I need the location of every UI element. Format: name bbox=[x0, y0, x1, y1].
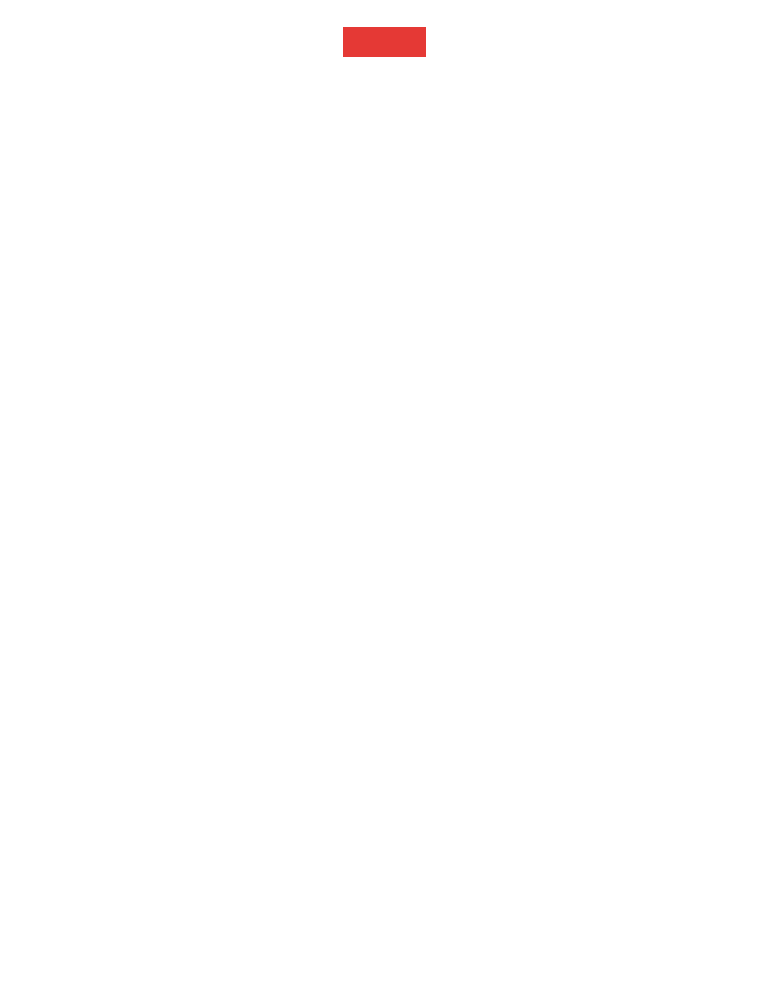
revision-badge bbox=[343, 27, 426, 57]
